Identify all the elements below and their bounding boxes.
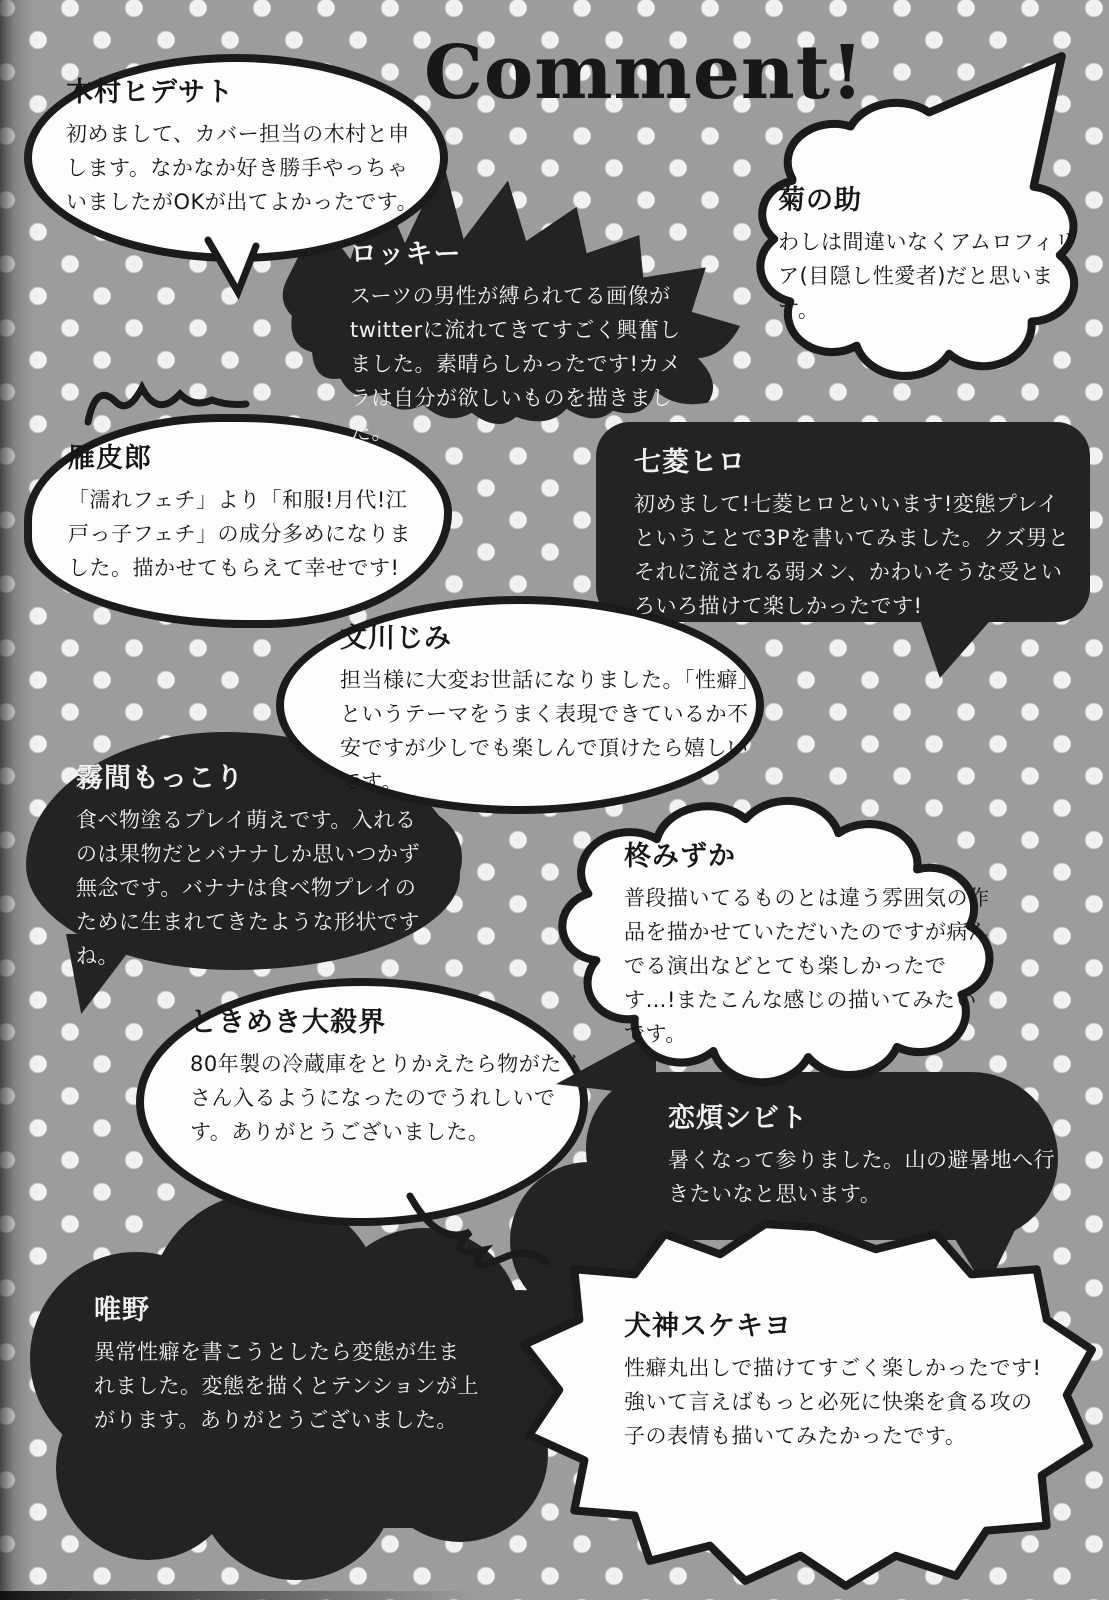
author-name: 木村ヒデサト	[66, 77, 234, 108]
author-name: 雁皮郎	[68, 443, 152, 474]
comment-text: 初めまして、カバー担当の木村と申します。なかなか好き勝手やっちゃいましたがOKが出てよかったです。	[66, 122, 419, 215]
author-name: 柊みずか	[624, 841, 736, 872]
comment-text: 80年製の冷蔵庫をとりかえたら物がたくさん入るようになったのでうれしいです。ありがとうございました。	[190, 1052, 584, 1145]
comment-text: 初めまして!七菱ヒロといいます!変態プレイということで3Pを書いてみました。クズ男とそれに流される弱メン、かわいそうな受といろいろ描けて楽しかったです!	[634, 492, 1070, 619]
comment-text: 暑くなって参りました。山の避暑地へ行きたいなと思います。	[668, 1148, 1055, 1207]
author-name: 七菱ヒロ	[634, 447, 746, 478]
author-name: 犬神スケキヨ	[624, 1311, 792, 1342]
comment-text: スーツの男性が縛られてる画像がtwitterに流れてきてすごく興奮しました。素晴らしかったです!カメラは自分が欲しいものを描きました。	[350, 284, 682, 445]
author-name: 文川じみ	[340, 623, 452, 654]
page-spine-shadow	[0, 0, 34, 1600]
comment-text: 食べ物塗るプレイ萌えです。入れるのは果物だとバナナしか思いつかず無念です。バナナは食べ物プレイのために生まれてきたような形状ですね。	[76, 808, 420, 969]
comment-text: 「濡れフェチ」より「和服!月代!江戸っ子フェチ」の成分多めになりました。描かせてもらえて幸せです!	[68, 488, 411, 581]
author-name: 菊の助	[778, 185, 862, 216]
comment-text: 性癖丸出しで描けてすごく楽しかったです!強いて言えばもっと必死に快楽を貪る攻の子の表情も描いてみたかったです。	[624, 1356, 1042, 1449]
comment-text: 普段描いてるものとは違う雰囲気の作品を描かせていただいたのですが病んでる演出などとても楽しかったです…!またこんな感じの描いてみたいです。	[624, 886, 990, 1047]
author-name: ロッキー	[350, 239, 462, 270]
bubble-tail	[918, 614, 996, 678]
bubble-tail	[196, 236, 288, 300]
bubble-tail	[404, 1188, 554, 1280]
comment-text: 担当様に大変お世話になりました。「性癖」というテーマをうまく表現できているか不安ですが少しでも楽しんで頂けたら嬉しいです。	[340, 668, 749, 795]
comment-text: 異常性癖を書こうとしたら変態が生まれました。変態を描くとテンションが上がります。ありがとうございました。	[94, 1340, 480, 1433]
author-name: 霧間もっこり	[76, 763, 244, 794]
page-title: Comment!	[424, 30, 865, 116]
comment-text: わしは間違いなくアムロフィリア(目隠し性愛者)だと思います。	[778, 230, 1076, 323]
page-edge-shadow	[0, 1591, 480, 1600]
author-name: ときめき大殺界	[190, 1007, 386, 1038]
author-name: 恋煩シビト	[668, 1103, 808, 1134]
author-name: 唯野	[94, 1295, 150, 1326]
